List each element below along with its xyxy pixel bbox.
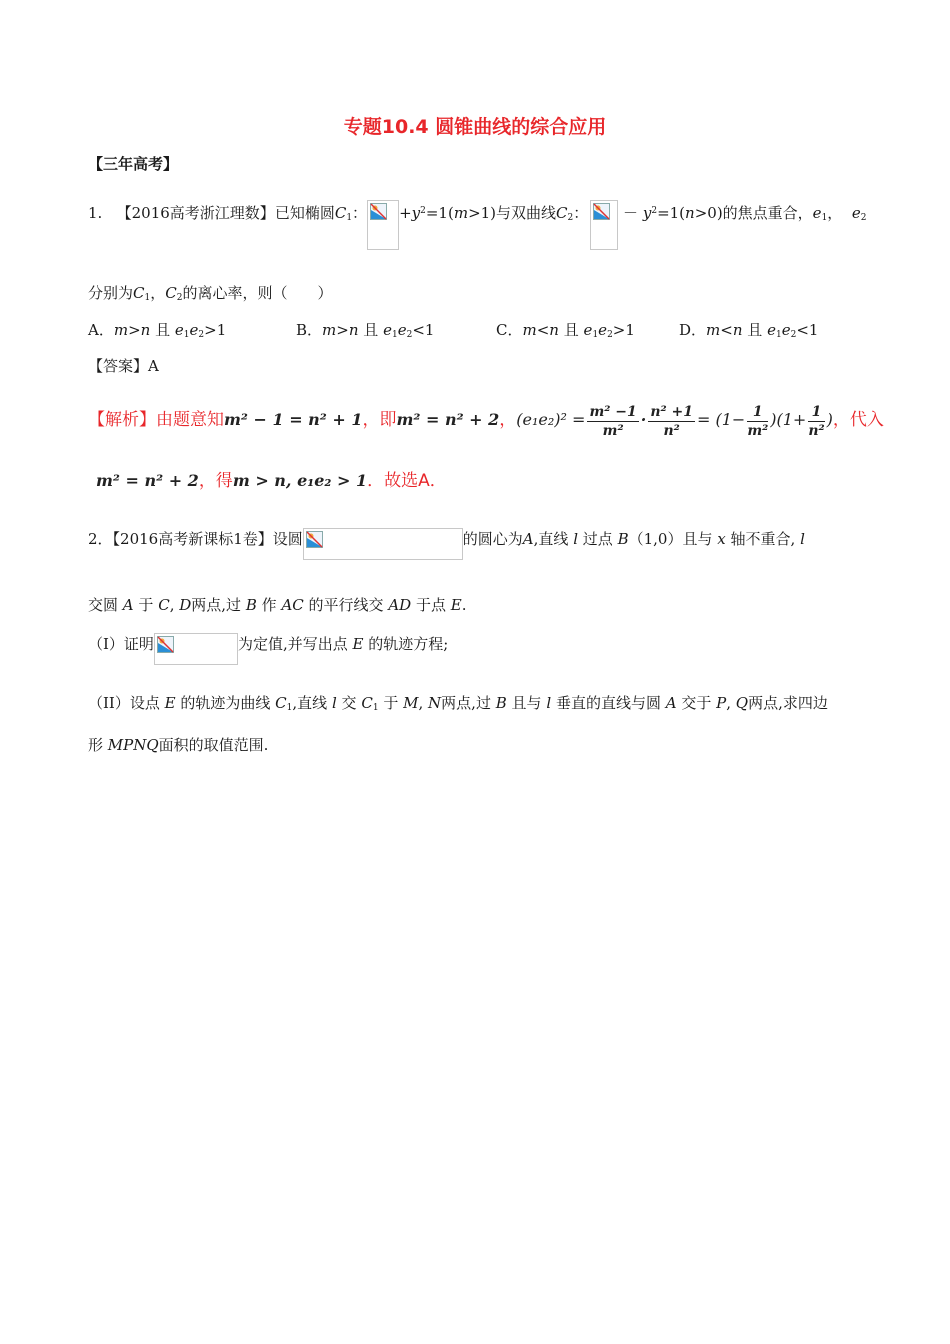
option-a[interactable]: A．m>n 且 $e_1e_2>1$ — [88, 321, 227, 340]
q1-text: － — [623, 204, 639, 222]
analysis-math: m² = n² + 2 — [96, 471, 199, 490]
q1-sub: 2 — [860, 213, 867, 223]
circle-equation-image — [303, 528, 463, 560]
analysis-math: m² − 1 = n² + 1 — [224, 410, 363, 429]
q1-var: m — [453, 204, 469, 222]
q2-line-1: 2．【2016高考新课标1卷】设圆 的圆心为A,直线 l 过点 B（1,0）且与 x 轴不重合, l — [88, 528, 805, 560]
q1-sub: 1 — [144, 293, 151, 303]
q1-analysis-line-2 — [96, 468, 447, 494]
analysis-text: 由题意知 — [156, 410, 224, 430]
q1-var: y — [642, 204, 652, 222]
q1-text: ： — [573, 204, 589, 222]
q1-text: + — [399, 204, 412, 222]
analysis-math: m² = n² + 2 — [396, 410, 500, 429]
q2-text: 设圆 — [272, 530, 303, 548]
q1-text: ： — [352, 204, 368, 222]
option-c[interactable]: C．m<n 且 $e_1e_2>1$ — [496, 321, 635, 340]
q2-part-2-line-2: 形 MPNQ面积的取值范围. — [88, 736, 269, 754]
page-title: 专题10.4 圆锥曲线的综合应用 — [343, 116, 607, 138]
q1-var: n — [685, 204, 695, 222]
q1-line-1 — [88, 200, 866, 250]
hyperbola-equation-image — [590, 200, 618, 250]
q1-text: 分别为 — [88, 284, 134, 302]
q1-text: >1)与双曲线 — [468, 204, 557, 222]
q1-source: 【2016高考浙江理数】 — [116, 204, 275, 222]
q1-text: ， — [827, 204, 843, 222]
option-d[interactable]: D．m<n 且 $e_1e_2<1$ — [679, 321, 819, 340]
q1-var: e — [812, 204, 822, 222]
analysis-text: ，代入 — [832, 410, 884, 430]
analysis-text: ，得 — [198, 471, 233, 491]
q1-sub: 2 — [567, 213, 574, 223]
q1-text: 的离心率，则（ ） — [182, 284, 333, 302]
q1-text: 已知椭圆 — [274, 204, 335, 222]
broken-image-icon — [306, 531, 323, 548]
q1-number: 1. — [88, 204, 103, 222]
q2-line-2: 交圆 A 于 C, D两点,过 B 作 AC 的平行线交 AD 于点 E. — [88, 596, 467, 614]
analysis-math: · — [640, 410, 647, 429]
q1-sup: 2 — [651, 206, 658, 216]
ellipse-equation-image — [367, 200, 399, 250]
q1-analysis-line-1 — [88, 398, 884, 446]
broken-image-icon — [157, 636, 174, 653]
analysis-math: (e₁e₂)² = — [516, 410, 586, 429]
q2-source: 【2016高考新课标1卷】 — [112, 530, 273, 548]
q2-text: 的圆心为 — [462, 530, 523, 548]
analysis-math: = (1− — [696, 410, 746, 429]
q1-curve-c1: C — [334, 204, 347, 222]
q1-text: =1( — [657, 204, 686, 222]
option-b[interactable]: B．m>n 且 $e_1e_2<1$ — [296, 321, 435, 340]
q1-answer: 【答案】A — [88, 357, 159, 375]
q1-sub: 1 — [821, 213, 828, 223]
broken-image-icon — [593, 203, 610, 220]
expression-image — [154, 633, 238, 665]
q1-sub: 1 — [346, 213, 353, 223]
analysis-text: ，即 — [362, 410, 397, 430]
fraction: $\frac{1}{\text{m²}}$ — [747, 403, 769, 439]
q1-line-2: 分别为$C_1$，$C_2$的离心率，则（ ） — [88, 284, 333, 303]
broken-image-icon — [370, 203, 387, 220]
q1-var: C — [165, 284, 177, 302]
q1-sup: 2 — [420, 206, 426, 216]
q2-number: 2． — [88, 530, 113, 548]
q1-text: =1( — [425, 204, 454, 222]
analysis-text: ， — [499, 410, 517, 430]
fraction: $\frac{1}{\text{n²}}$ — [808, 403, 825, 439]
analysis-math: ) — [826, 410, 833, 429]
q1-sub: 2 — [176, 293, 183, 303]
fraction: $\frac{\text{n² +1}}{\text{n²}}$ — [650, 403, 693, 439]
analysis-math: )(1+ — [770, 410, 807, 429]
analysis-text: ．故选A． — [367, 471, 447, 491]
q1-var: C — [133, 284, 145, 302]
q1-var: e — [851, 204, 861, 222]
fraction: $\frac{\text{m² −1}}{\text{m²}}$ — [589, 403, 637, 439]
q1-text: >0)的焦点重合， — [694, 204, 813, 222]
q2-part-1: （I）证明 为定值,并写出点 E 的轨迹方程; — [88, 633, 448, 665]
analysis-label: 【解析】 — [88, 410, 156, 430]
q2-part-2-line-1: （II）设点 E 的轨迹为曲线 $C_1$,直线 l 交 $C_1$ 于 M, N两点,过 B 且与 l 垂直的直线与圆 A 交于 P, Q两点,求四边 — [88, 694, 828, 713]
section-heading: 【三年高考】 — [88, 155, 179, 173]
analysis-math: m > n, e₁e₂ > 1 — [232, 471, 368, 490]
q1-curve-c2: C — [556, 204, 568, 222]
q1-options — [88, 319, 848, 341]
q1-var: y — [411, 204, 421, 222]
